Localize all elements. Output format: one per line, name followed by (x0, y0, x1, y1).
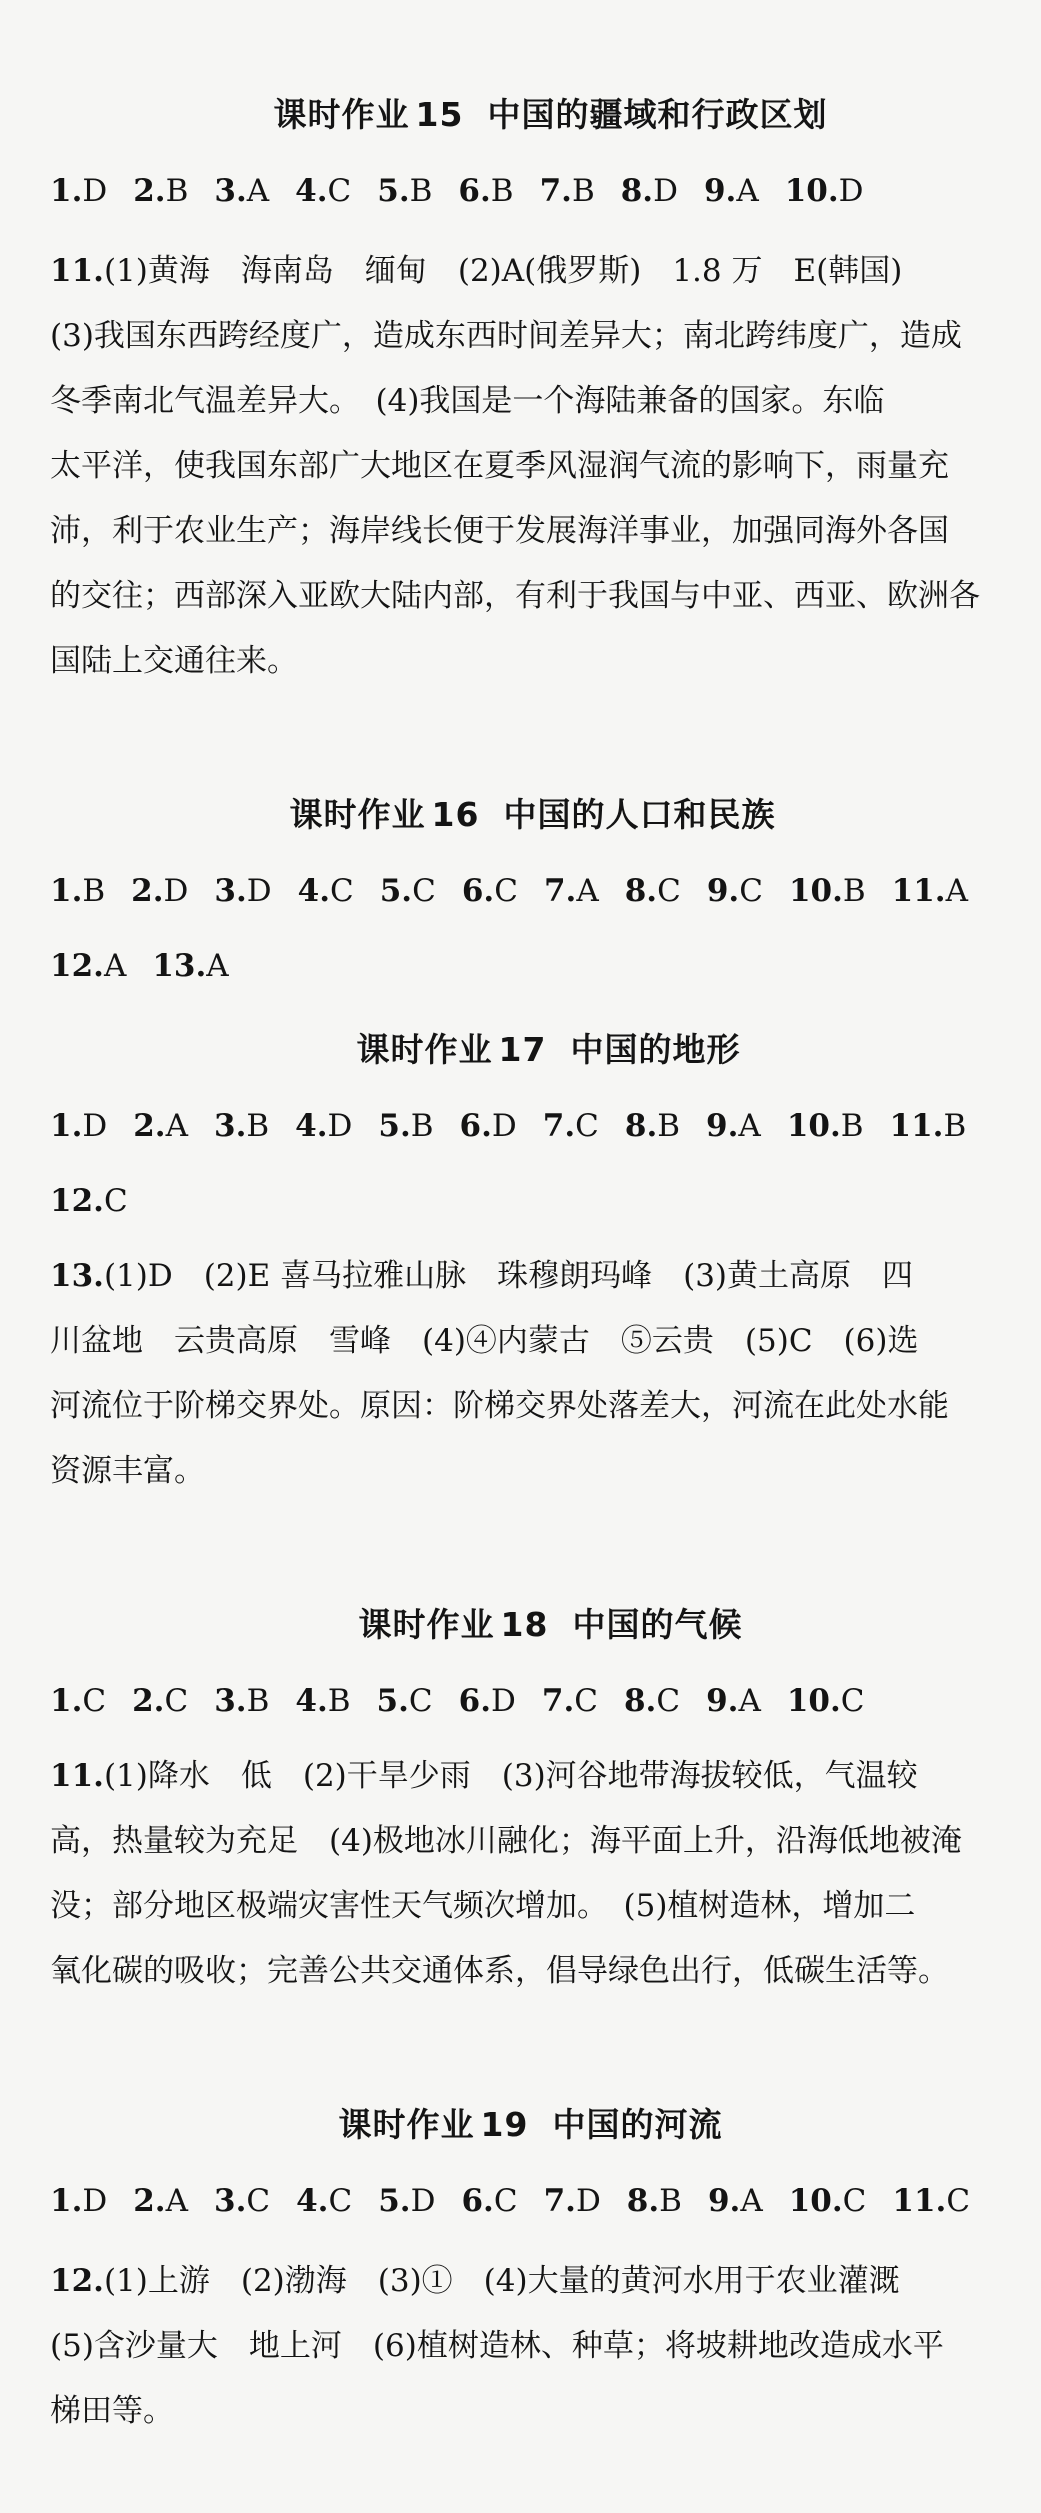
answer-letter: A (738, 1683, 761, 1719)
answer-row (50, 2181, 1001, 2221)
answer-text-line (50, 1321, 1001, 1361)
answer-item (461, 2181, 517, 2221)
answer-letter: A (246, 173, 270, 209)
question-number: 9. (707, 2183, 741, 2219)
question-number: 10. (786, 1683, 841, 1719)
question-number: 11. (50, 253, 104, 289)
answer-row (50, 1681, 1001, 1721)
answer-letter: C (327, 173, 352, 209)
question-number: 8. (624, 873, 658, 909)
answer-item (892, 871, 968, 911)
question-number: 3. (214, 2183, 247, 2219)
answer-text: 高，热量较为充足 (4)极地冰川融化；海平面上升，沿海低地被淹 (50, 1823, 962, 1859)
answer-text-line (50, 1951, 1001, 1991)
answer-letter: C (739, 873, 763, 909)
question-number: 6. (461, 873, 495, 909)
answer-text: 的交往；西部深入亚欧大陆内部，有利于我国与中亚、西亚、欧洲各 (50, 578, 980, 614)
question-number: 13. (50, 1258, 104, 1294)
answer-item (152, 946, 228, 986)
answer-item (540, 171, 595, 211)
answer-text-line (50, 381, 1001, 421)
answer-item (624, 1681, 680, 1721)
question-number: 1. (50, 1683, 83, 1719)
answer-letter: C (656, 1683, 681, 1719)
answer-letter: A (576, 873, 599, 909)
answer-letter: C (164, 1683, 189, 1719)
answer-text: (1)上游 (2)渤海 (3)① (4)大量的黄河水用于农业灌溉 (103, 2263, 900, 2299)
answer-letter: D (838, 173, 864, 209)
section-title-number: 18 (500, 1605, 549, 1644)
question-number: 10. (788, 873, 843, 909)
question-number: 4. (295, 1108, 328, 1144)
answer-letter: C (103, 1183, 128, 1219)
section-title-prefix: 课时作业 (338, 2105, 475, 2144)
answer-item (133, 2181, 188, 2221)
answer-item (707, 871, 763, 911)
question-number: 6. (461, 2183, 494, 2219)
answer-item (462, 871, 518, 911)
answer-item (133, 171, 188, 211)
answer-letter: A (206, 948, 229, 984)
question-number: 3. (214, 1108, 247, 1144)
answer-item (706, 1106, 761, 1146)
answer-item (706, 1681, 761, 1721)
question-number: 5. (378, 1108, 411, 1144)
answer-text-line (50, 1886, 1001, 1926)
answer-letter: A (103, 948, 127, 984)
answer-letter: B (842, 873, 866, 909)
answer-text-line (50, 1756, 1001, 1796)
answer-item (377, 1681, 433, 1721)
answer-item (378, 2181, 435, 2221)
answer-item (377, 171, 432, 211)
section-title-number: 19 (480, 2105, 529, 2144)
answer-item (380, 871, 436, 911)
question-number: 6. (458, 173, 491, 209)
answer-text: 氧化碳的吸收；完善公共交通体系，倡导绿色出行，低碳生活等。 (50, 1953, 949, 1989)
answer-letter: D (327, 1108, 353, 1144)
answer-text: 梯田等。 (50, 2393, 174, 2429)
answer-item (544, 871, 599, 911)
answer-letter: B (246, 1683, 270, 1719)
answer-item (785, 171, 864, 211)
answer-item (625, 871, 681, 911)
answer-row (50, 171, 1001, 211)
question-number: 7. (543, 2183, 576, 2219)
answer-letter: A (165, 2183, 188, 2219)
answer-letter: D (653, 173, 678, 209)
answer-item (704, 171, 759, 211)
section-title-name: 中国的地形 (570, 1030, 741, 1069)
answer-text: 河流位于阶梯交界处。原因：阶梯交界处落差大，河流在此处水能 (50, 1388, 949, 1424)
answer-item (460, 1106, 517, 1146)
answer-letter: B (327, 1683, 351, 1719)
section-title-number: 16 (431, 795, 480, 834)
answer-item (50, 946, 126, 986)
answer-letter: C (328, 2183, 353, 2219)
answer-text: (3)我国东西跨经度广，造成东西时间差异大；南北跨纬度广，造成 (50, 318, 962, 354)
answer-text-line (50, 2391, 1001, 2431)
answer-item (214, 1681, 269, 1721)
answer-item (789, 871, 866, 911)
question-number: 12. (50, 2263, 104, 2299)
question-number: 5. (377, 173, 410, 209)
question-number: 2. (131, 873, 164, 909)
question-number: 4. (295, 1683, 328, 1719)
question-number: 4. (295, 173, 328, 209)
answer-item (295, 1106, 352, 1146)
question-number: 8. (623, 1683, 657, 1719)
question-number: 1. (50, 173, 83, 209)
answer-letter: B (840, 1108, 864, 1144)
answer-item (543, 1106, 599, 1146)
question-number: 11. (889, 1108, 944, 1144)
answer-text-line (50, 511, 1001, 551)
answer-item (295, 171, 351, 211)
answer-letter: B (410, 1108, 434, 1144)
answer-text-line (50, 1256, 1001, 1296)
answer-letter: C (840, 1683, 865, 1719)
answer-letter: C (574, 1683, 598, 1719)
section-title-name: 中国的人口和民族 (503, 795, 776, 834)
question-number: 9. (706, 1683, 739, 1719)
answer-text: 冬季南北气温差异大。 (4)我国是一个海陆兼备的国家。东临 (50, 383, 885, 419)
answer-text-line (50, 2326, 1001, 2366)
answer-letter: C (575, 1108, 599, 1144)
answer-letter: B (490, 173, 514, 209)
answer-item (787, 1681, 865, 1721)
answer-letter: D (575, 2183, 601, 2219)
answer-text-line (50, 316, 1001, 356)
answer-letter: C (946, 2183, 971, 2219)
question-number: 2. (132, 1683, 165, 1719)
answer-letter: B (165, 173, 189, 209)
question-number: 3. (214, 1683, 247, 1719)
question-number: 4. (296, 2183, 329, 2219)
question-number: 13. (152, 948, 207, 984)
answer-letter: C (408, 1683, 433, 1719)
question-number: 5. (376, 1683, 409, 1719)
question-number: 7. (541, 1683, 575, 1719)
answer-letter: A (945, 873, 968, 909)
answer-text-line (50, 641, 1001, 681)
answer-letter: B (409, 173, 433, 209)
answer-item (132, 1681, 188, 1721)
answer-letter: B (659, 2183, 682, 2219)
answer-letter: D (82, 1108, 108, 1144)
answer-item (621, 171, 678, 211)
question-number: 7. (542, 1108, 576, 1144)
section-title (10, 2099, 1041, 2146)
answer-item (892, 2181, 970, 2221)
section-title-name: 中国的气候 (572, 1605, 743, 1644)
answer-item (133, 1106, 188, 1146)
answer-text: 资源丰富。 (50, 1453, 205, 1489)
answer-letter: B (571, 173, 595, 209)
answer-text: 国陆上交通往来。 (50, 643, 298, 679)
answer-letter: C (494, 873, 518, 909)
section-title (30, 89, 1041, 136)
answer-text-line (50, 446, 1001, 486)
answer-letter: C (246, 2183, 271, 2219)
answer-item (295, 1681, 350, 1721)
answer-item (787, 1106, 864, 1146)
section-title-number: 17 (498, 1030, 547, 1069)
answer-letter: B (657, 1108, 681, 1144)
answer-letter: D (82, 2183, 108, 2219)
answer-item (50, 1681, 106, 1721)
answer-text-line (50, 251, 1001, 291)
answer-item (542, 1681, 598, 1721)
answer-letter: C (82, 1683, 107, 1719)
answer-letter: C (493, 2183, 518, 2219)
answer-letter: D (163, 873, 189, 909)
question-number: 11. (50, 1758, 104, 1794)
answer-text-line (50, 1821, 1001, 1861)
answer-item (296, 2181, 352, 2221)
answer-item (50, 1106, 107, 1146)
question-number: 4. (297, 873, 330, 909)
answer-row (50, 1181, 1001, 1221)
question-number: 1. (50, 1108, 83, 1144)
section-title-prefix: 课时作业 (289, 795, 426, 834)
question-number: 7. (543, 873, 577, 909)
question-number: 2. (133, 2183, 166, 2219)
answer-text: 没；部分地区极端灾害性天气频次增加。 (5)植树造林，增加二 (50, 1888, 916, 1924)
answer-item (627, 2181, 682, 2221)
answer-item (890, 1106, 967, 1146)
section-title-prefix: 课时作业 (273, 95, 410, 134)
answer-text: (1)黄海 海南岛 缅甸 (2)A(俄罗斯) 1.8 万 E(韩国) (103, 253, 903, 289)
question-number: 6. (458, 1683, 492, 1719)
question-number: 1. (50, 2183, 83, 2219)
question-number: 10. (786, 1108, 841, 1144)
question-number: 8. (624, 1108, 658, 1144)
answer-item (458, 171, 513, 211)
answer-text-line (50, 2261, 1001, 2301)
section-title (12, 789, 1041, 836)
question-number: 3. (214, 173, 247, 209)
section-title-prefix: 课时作业 (356, 1030, 493, 1069)
answer-item (459, 1681, 516, 1721)
question-number: 5. (378, 2183, 411, 2219)
answer-letter: C (657, 873, 681, 909)
section-title-number: 15 (415, 95, 464, 134)
answer-letter: B (943, 1108, 967, 1144)
answer-row (50, 1106, 1001, 1146)
answer-item (789, 2181, 867, 2221)
section-title (30, 1599, 1041, 1646)
answer-item (378, 1106, 433, 1146)
answer-letter: D (82, 173, 108, 209)
answer-item (214, 171, 269, 211)
answer-item (50, 871, 105, 911)
answer-text-line (50, 1386, 1001, 1426)
answer-text: (1)D (2)E 喜马拉雅山脉 珠穆朗玛峰 (3)黄土高原 四 (103, 1258, 914, 1294)
section-title (28, 1024, 1041, 1071)
answer-letter: D (410, 2183, 436, 2219)
question-number: 8. (626, 2183, 660, 2219)
answer-text: 川盆地 云贵高原 雪峰 (4)④内蒙古 ⑤云贵 (5)C (6)选 (50, 1323, 919, 1359)
answer-row (50, 946, 1001, 986)
answer-item (625, 1106, 680, 1146)
question-number: 10. (788, 2183, 843, 2219)
answer-item (131, 871, 188, 911)
answer-letter: A (740, 2183, 763, 2219)
answer-text: 沛，利于农业生产；海岸线长便于发展海洋事业，加强同海外各国 (50, 513, 949, 549)
question-number: 10. (784, 173, 839, 209)
question-number: 9. (703, 173, 737, 209)
answer-item (214, 1106, 269, 1146)
question-number: 3. (214, 873, 247, 909)
question-number: 11. (891, 873, 946, 909)
question-number: 9. (706, 1108, 739, 1144)
answer-letter: A (165, 1108, 188, 1144)
answer-letter: D (491, 1108, 517, 1144)
answer-item (708, 2181, 763, 2221)
answer-text-line (50, 576, 1001, 616)
question-number: 11. (892, 2183, 947, 2219)
answer-letter: B (82, 873, 106, 909)
question-number: 5. (379, 873, 413, 909)
question-number: 2. (133, 1108, 166, 1144)
question-number: 7. (539, 173, 572, 209)
answer-letter: D (246, 873, 272, 909)
answer-item (298, 871, 354, 911)
section-title-name: 中国的疆域和行政区划 (487, 95, 828, 134)
answer-letter: A (738, 1108, 761, 1144)
answer-text: 太平洋，使我国东部广大地区在夏季风湿润气流的影响下，雨量充 (50, 448, 949, 484)
answer-letter: D (491, 1683, 516, 1719)
answer-text-line (50, 1451, 1001, 1491)
answer-letter: C (330, 873, 354, 909)
answer-item (50, 171, 107, 211)
question-number: 1. (50, 873, 83, 909)
answer-text: (5)含沙量大 地上河 (6)植树造林、种草；将坡耕地改造成水平 (50, 2328, 944, 2364)
question-number: 8. (620, 173, 654, 209)
section-title-name: 中国的河流 (552, 2105, 723, 2144)
answer-item (544, 2181, 601, 2221)
answer-letter: A (736, 173, 759, 209)
answer-item (214, 2181, 270, 2221)
answer-letter: C (412, 873, 436, 909)
answer-item (214, 871, 271, 911)
answer-item (50, 2181, 107, 2221)
question-number: 6. (459, 1108, 492, 1144)
answer-letter: B (246, 1108, 270, 1144)
question-number: 9. (706, 873, 740, 909)
answer-item (50, 1181, 128, 1221)
answer-letter: C (842, 2183, 867, 2219)
answer-text: (1)降水 低 (2)干旱少雨 (3)河谷地带海拔较低，气温较 (103, 1758, 918, 1794)
question-number: 12. (50, 948, 104, 984)
section-title-prefix: 课时作业 (358, 1605, 495, 1644)
answer-row (50, 871, 1001, 911)
question-number: 12. (50, 1183, 104, 1219)
question-number: 2. (133, 173, 166, 209)
